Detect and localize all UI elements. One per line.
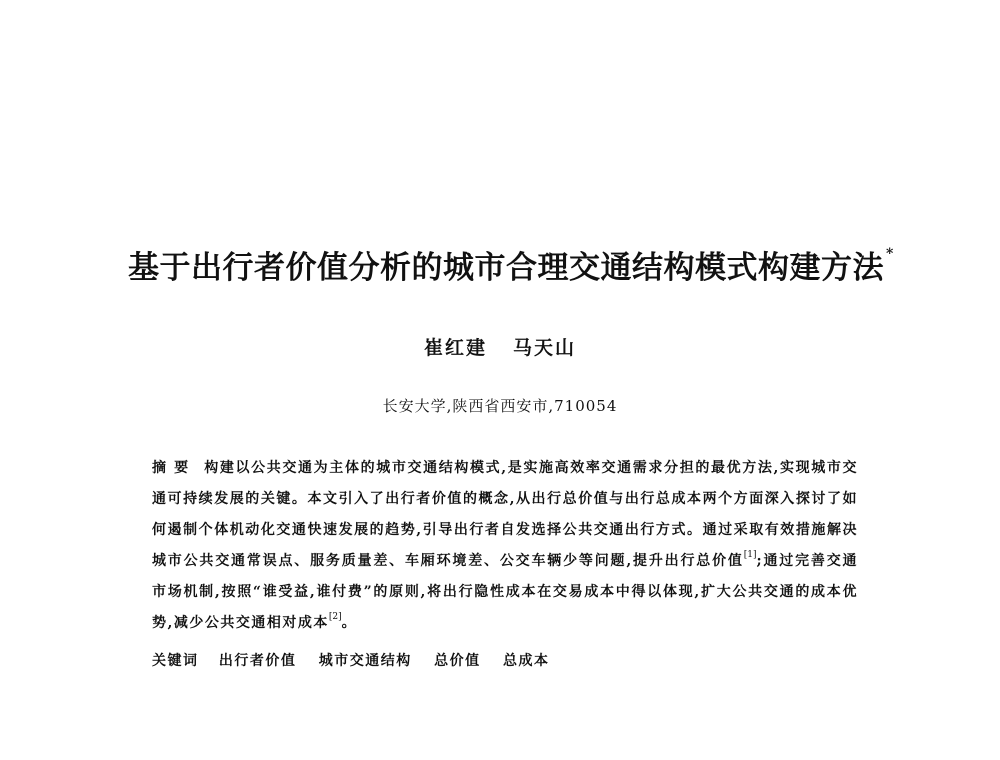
keywords <box>152 650 858 670</box>
author-name: 崔红建 <box>423 337 487 359</box>
citation-2: [2] <box>328 612 342 622</box>
abstract-text: ;通过完善交通市场机制,按照“谁受益,谁付费”的原则,将出行隐性成本在交易成本中得以体现,扩大公共交通的成本优势,减少公共交通相对成本 <box>152 553 859 631</box>
abstract <box>152 453 858 639</box>
keyword-item: 出行者价值 <box>218 653 297 669</box>
keyword-item: 总价值 <box>434 653 481 669</box>
keyword-item: 总成本 <box>503 653 550 669</box>
paper-title-text: 基于出行者价值分析的城市合理交通结构模式构建方法 <box>128 250 884 286</box>
abstract-text: 构建以公共交通为主体的城市交通结构模式,是实施高效率交通需求分担的最优方法,实现城市交通可持续发展的关键。本文引入了出行者价值的概念,从出行总价值与出行总成本两个方面深入探讨了如何遏制个体机动化交通快速发展的趋势,引导出行者自发选择公共交通出行方式。通过采取有效措施解决城市公共交通常误点、服务质量差、车厢环境差、公交车辆少等问题,提升出行总价值 <box>152 460 858 569</box>
keyword-item: 城市交通结构 <box>318 653 412 669</box>
author-list <box>0 333 1000 360</box>
citation-1: [1] <box>743 550 757 560</box>
title-footnote-mark: * <box>886 246 894 262</box>
abstract-label: 摘要 <box>152 460 197 476</box>
paper-title <box>128 246 894 287</box>
keywords-label: 关键词 <box>152 653 199 669</box>
abstract-text: 。 <box>341 615 358 631</box>
affiliation: 长安大学,陕西省西安市,710054 <box>382 397 618 415</box>
author-name: 马天山 <box>513 337 577 359</box>
